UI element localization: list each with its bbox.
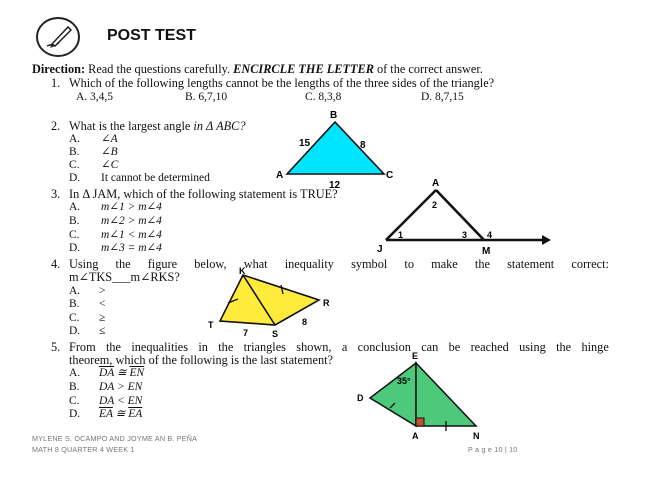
vertex-e-label: E [412, 351, 419, 361]
question-1-number: 1. [51, 76, 61, 90]
question-3-number: 3. [51, 187, 61, 201]
question-1-text: Which of the following lengths cannot be the lengths of the three sides of the triangle? [69, 76, 495, 90]
vertex-k-label: K [239, 266, 246, 276]
q2-answer-d[interactable]: It cannot be determined [101, 172, 210, 184]
logo [35, 16, 81, 58]
q4-word: the [474, 257, 490, 271]
footer-page-number: P a g e 10 | 10 [468, 445, 518, 454]
q4-letter-a[interactable]: A. [69, 285, 81, 297]
q4-letter-b[interactable]: B. [69, 298, 80, 310]
q2-text-b: in Δ ABC? [193, 119, 246, 133]
q5-word: shown, [296, 340, 332, 354]
quadrilateral-tkrs-figure [205, 265, 335, 341]
vertex-t-label: T [208, 320, 214, 330]
vertex-s-label: S [272, 329, 279, 339]
question-2-number: 2. [51, 119, 61, 133]
q3-answer-c[interactable]: m∠1 < m∠4 [101, 229, 162, 241]
q5-word: From [69, 340, 96, 354]
q3-letter-c[interactable]: C. [69, 229, 80, 241]
q3-answer-b[interactable]: m∠2 > m∠4 [101, 215, 162, 227]
q5-letter-d[interactable]: D. [69, 408, 81, 420]
triangle-dea [370, 363, 416, 426]
q4-word: what [243, 257, 268, 271]
vertex-c-label: C [386, 170, 394, 181]
q2-letter-c[interactable]: C. [69, 159, 80, 171]
q2-answer-c[interactable]: ∠C [101, 159, 119, 171]
q2-answer-b[interactable]: ∠B [101, 146, 118, 158]
q2-text-a: What is the largest angle [69, 119, 194, 133]
q4-word: to [404, 257, 414, 271]
q5-answer-a[interactable]: $\overline{DA}$ ≅ $\overline{EN}$ [99, 367, 145, 379]
q5-letter-a[interactable]: A. [69, 367, 81, 379]
q5-word: triangles [243, 340, 286, 354]
q5-word: the [218, 340, 234, 354]
side-ts-label: 7 [243, 328, 249, 338]
vertex-a-label: A [412, 431, 419, 441]
vertex-b-label: B [330, 110, 338, 121]
angle-35-label: 35° [397, 376, 411, 386]
q4-word: below, [194, 257, 227, 271]
q1-option-d[interactable]: D. 8,7,15 [421, 91, 464, 103]
side-ac-label: 12 [329, 180, 341, 190]
triangle-ean [416, 363, 476, 426]
side-ab-label: 15 [299, 138, 311, 149]
q5-answer-d[interactable]: $\overline{EA}$ ≅ $\overline{EA}$ [99, 408, 143, 420]
q4-answer-a[interactable]: > [99, 285, 106, 297]
direction-text-2: of the correct answer. [373, 62, 483, 76]
vertex-j-label: J [377, 244, 383, 255]
q5-word: using [519, 340, 546, 354]
q5-word: hinge [581, 340, 609, 354]
q1-option-c[interactable]: C. 8,3,8 [305, 91, 342, 103]
pen-writing-icon [35, 16, 81, 58]
q4-word: inequality [284, 257, 334, 271]
q2-letter-a[interactable]: A. [69, 133, 81, 145]
side-bc-label: 8 [360, 140, 366, 151]
q4-answer-b[interactable]: < [99, 298, 106, 310]
question-2-text [69, 119, 246, 133]
page-title: POST TEST [107, 27, 196, 44]
q3-letter-d[interactable]: D. [69, 242, 81, 254]
direction-text [32, 62, 483, 76]
vertex-r-label: R [323, 298, 330, 308]
direction-label: Direction: [32, 62, 86, 76]
question-5-text [69, 340, 609, 354]
angle-1-label: 1 [398, 230, 404, 240]
q5-word: the [105, 340, 122, 354]
vertex-n-label: N [473, 431, 480, 441]
q5-word: in [198, 340, 208, 354]
triangle-jam-figure [370, 176, 555, 258]
angle-2-label: 2 [432, 200, 438, 210]
triangles-dean-figure [352, 348, 492, 444]
question-4-text [69, 257, 609, 271]
q5-word: reached [470, 340, 509, 354]
q3-letter-b[interactable]: B. [69, 215, 80, 227]
q4-letter-d[interactable]: D. [69, 325, 81, 337]
q3-letter-a[interactable]: A. [69, 201, 81, 213]
vertex-d-label: D [357, 393, 364, 403]
question-4-text-line-2: m∠TKS___m∠RKS? [69, 270, 180, 284]
direction-text-1: Read the questions carefully. [85, 62, 234, 76]
vertex-m-label: M [482, 246, 491, 257]
q5-answer-c[interactable]: DA < EN [99, 395, 143, 407]
q4-word: figure [147, 257, 178, 271]
q4-answer-c[interactable]: ≥ [99, 312, 106, 324]
angle-4-label: 4 [487, 230, 493, 240]
q4-word: correct: [571, 257, 609, 271]
q5-word: be [448, 340, 461, 354]
q4-word: the [115, 257, 131, 271]
question-4-number: 4. [51, 257, 61, 271]
footer-authors: MYLENE S. OCAMPO AND JOYME AN B. PEÑA [32, 434, 198, 443]
q4-letter-c[interactable]: C. [69, 312, 80, 324]
q1-option-b[interactable]: B. 6,7,10 [185, 91, 228, 103]
q5-word: inequalities [131, 340, 189, 354]
q4-word: symbol [351, 257, 388, 271]
q2-letter-b[interactable]: B. [69, 146, 80, 158]
vertex-a-label: A [276, 170, 284, 181]
question-5-text-line-2: theorem, which of the following is the last statement? [69, 353, 333, 367]
vertex-a-label: A [432, 178, 440, 189]
direction-emphasis: ENCIRCLE THE LETTER [233, 62, 374, 76]
question-5-number: 5. [51, 340, 61, 354]
question-3-text: In Δ JAM, which of the following statement is TRUE? [69, 187, 338, 201]
q5-word: a [341, 340, 348, 354]
q5-word: can [421, 340, 439, 354]
q4-answer-d[interactable]: ≤ [99, 325, 106, 337]
q5-word: conclusion [357, 340, 411, 354]
footer-course: MATH 8 QUARTER 4 WEEK 1 [32, 445, 135, 454]
q5-word: the [556, 340, 572, 354]
q3-answer-a[interactable]: m∠1 > m∠4 [101, 201, 162, 213]
q4-word: statement [507, 257, 555, 271]
angle-3-label: 3 [462, 230, 468, 240]
side-sr-label: 8 [302, 317, 308, 327]
q4-word: Using [69, 257, 99, 271]
q2-answer-a[interactable]: ∠A [101, 133, 118, 145]
q5-letter-b[interactable]: B. [69, 381, 80, 393]
q5-answer-b[interactable]: DA > EN [99, 381, 143, 393]
q2-letter-d[interactable]: D. [69, 172, 81, 184]
q5-letter-c[interactable]: C. [69, 395, 80, 407]
q3-answer-d[interactable]: m∠3 = m∠4 [101, 242, 162, 254]
q1-option-a[interactable]: A. 3,4,5 [76, 91, 114, 103]
q4-word: make [431, 257, 458, 271]
